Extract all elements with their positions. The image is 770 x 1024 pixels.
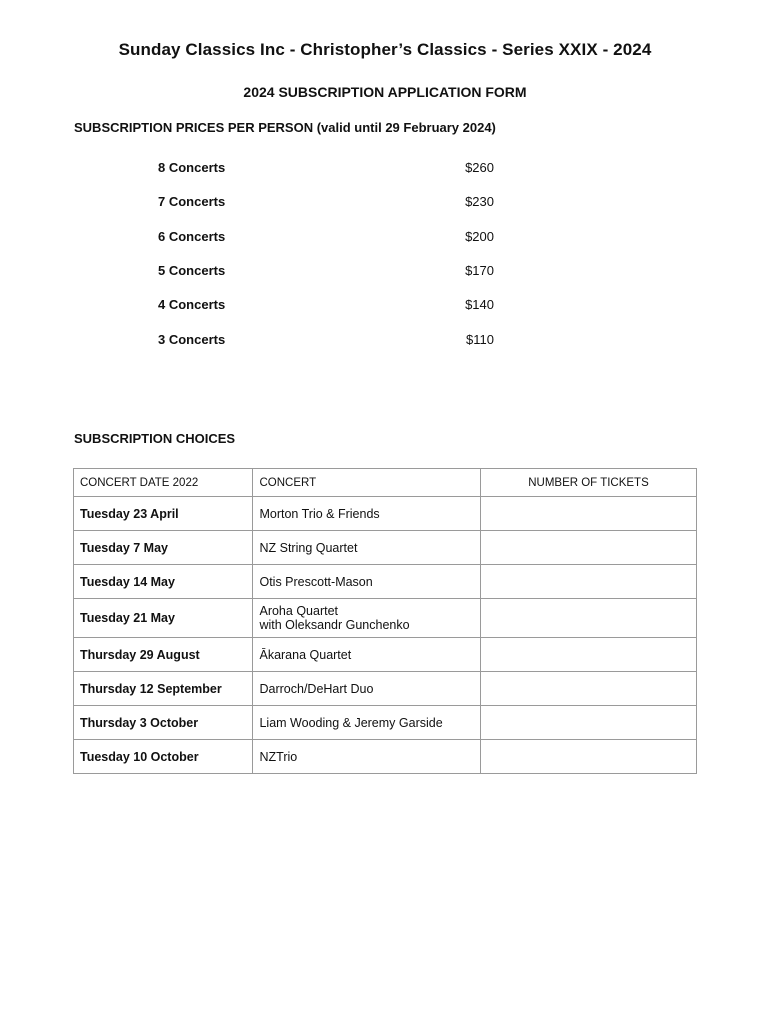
concert-date-cell: Tuesday 21 May (74, 599, 253, 638)
ticket-count-field[interactable] (480, 672, 696, 706)
ticket-count-field[interactable] (480, 599, 696, 638)
price-row (158, 263, 518, 281)
concert-name-cell (253, 599, 480, 638)
ticket-count-field[interactable] (480, 740, 696, 774)
concert-name-cell: NZTrio (253, 740, 480, 774)
price-label: 4 Concerts (158, 297, 226, 312)
concert-date-cell: Thursday 29 August (74, 638, 253, 672)
column-header-date: CONCERT DATE 2022 (74, 469, 253, 497)
page-title: Sunday Classics Inc - Christopher’s Classics - Series XXIX - 2024 (118, 40, 652, 59)
table-row (74, 565, 697, 599)
concert-date-cell: Tuesday 14 May (74, 565, 253, 599)
column-header-tickets: NUMBER OF TICKETS (480, 469, 696, 497)
choices-heading: SUBSCRIPTION CHOICES (74, 431, 236, 446)
price-value: $230 (465, 194, 494, 209)
prices-heading: SUBSCRIPTION PRICES PER PERSON (valid until 29 February 2024) (74, 120, 496, 135)
price-label: 5 Concerts (158, 263, 226, 278)
ticket-count-field[interactable] (480, 638, 696, 672)
price-value: $200 (465, 229, 494, 244)
price-row (158, 229, 518, 247)
table-row (74, 599, 697, 638)
concert-date-cell: Tuesday 23 April (74, 497, 253, 531)
table-header-row (74, 469, 697, 497)
price-value: $110 (466, 332, 494, 347)
price-row (158, 297, 518, 315)
concert-name-line-2: with Oleksandr Gunchenko (259, 618, 410, 632)
price-label: 6 Concerts (158, 229, 226, 244)
ticket-count-field[interactable] (480, 706, 696, 740)
concert-name-cell: Darroch/DeHart Duo (253, 672, 480, 706)
concert-name-cell: Ākarana Quartet (253, 638, 480, 672)
ticket-count-field[interactable] (480, 565, 696, 599)
concert-date-cell: Tuesday 7 May (74, 531, 253, 565)
concert-date-cell: Thursday 12 September (74, 672, 253, 706)
price-label: 3 Concerts (158, 332, 226, 347)
concert-name-cell: Liam Wooding & Jeremy Garside (253, 706, 480, 740)
price-row (158, 194, 518, 212)
price-row (158, 160, 518, 178)
table-row (74, 740, 697, 774)
concert-date-cell: Tuesday 10 October (74, 740, 253, 774)
price-value: $260 (465, 160, 494, 175)
price-value: $140 (465, 297, 494, 312)
price-label: 7 Concerts (158, 194, 226, 209)
table-row (74, 638, 697, 672)
concert-name-line: Aroha Quartet (259, 604, 338, 618)
subscription-choices-table (73, 468, 697, 774)
price-label: 8 Concerts (158, 160, 226, 175)
price-row (158, 332, 518, 350)
table-row (74, 672, 697, 706)
form-subtitle: 2024 SUBSCRIPTION APPLICATION FORM (243, 84, 527, 100)
table-row (74, 531, 697, 565)
table-row (74, 706, 697, 740)
column-header-concert: CONCERT (253, 469, 480, 497)
ticket-count-field[interactable] (480, 531, 696, 565)
ticket-count-field[interactable] (480, 497, 696, 531)
table-row (74, 497, 697, 531)
concert-name-cell: NZ String Quartet (253, 531, 480, 565)
concert-date-cell: Thursday 3 October (74, 706, 253, 740)
concert-name-cell: Morton Trio & Friends (253, 497, 480, 531)
concert-name-cell: Otis Prescott-Mason (253, 565, 480, 599)
price-value: $170 (465, 263, 494, 278)
